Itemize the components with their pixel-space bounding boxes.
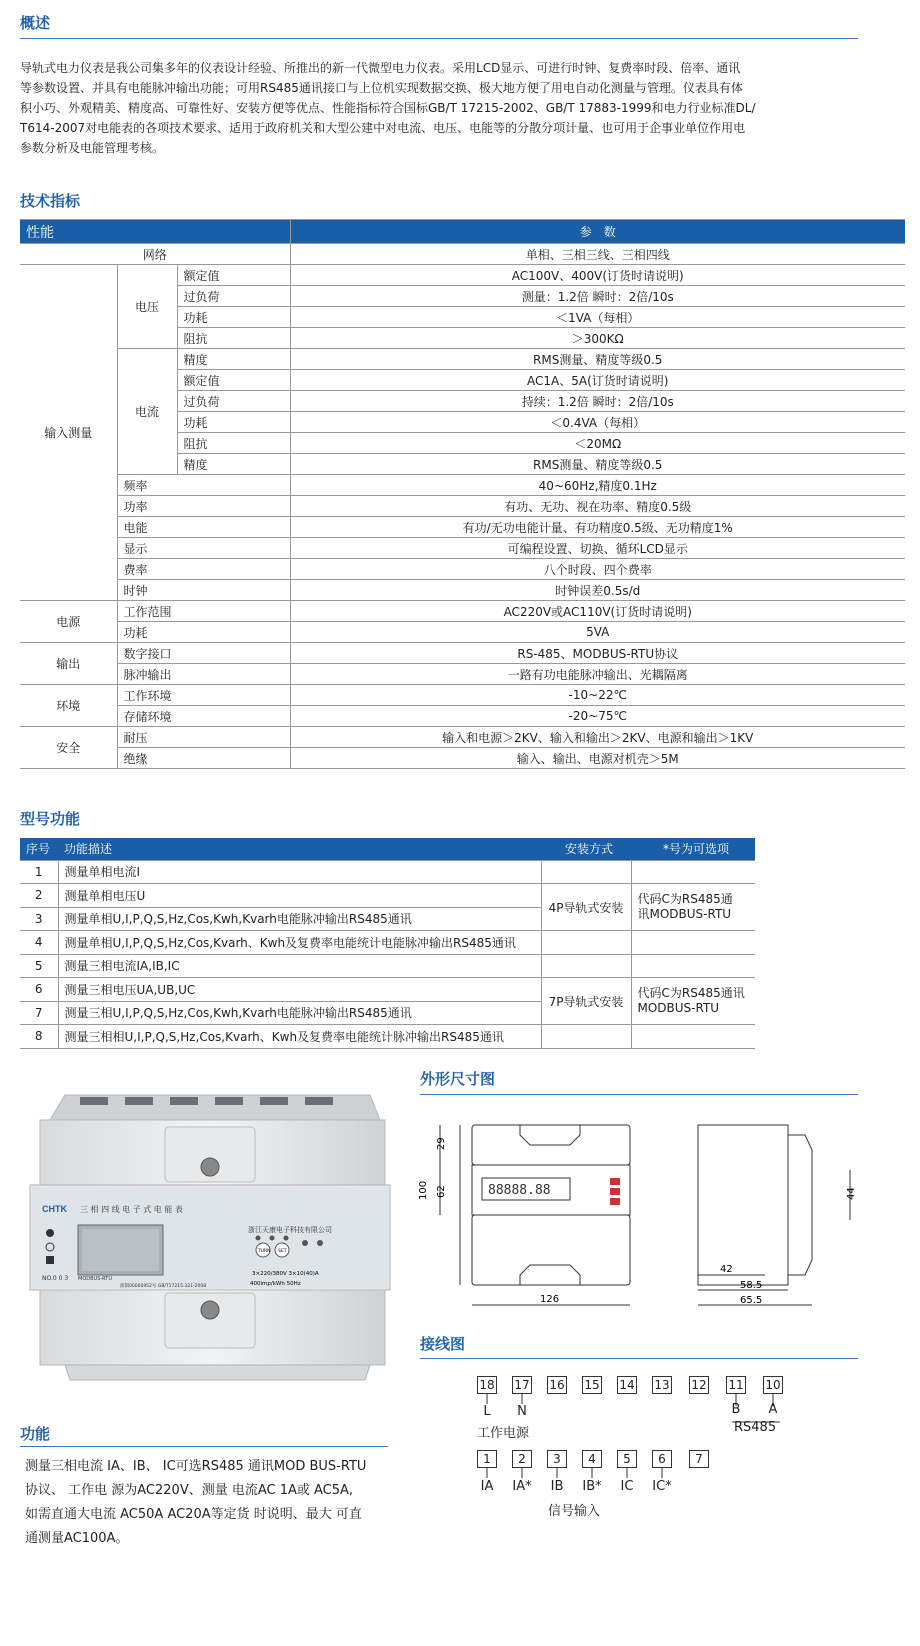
model-desc: 测量单相U,I,P,Q,S,Hz,Cos,Kwh,Kvarh电能脉冲输出RS485通讯	[58, 907, 541, 931]
spec-value: RMS测量、精度等级0.5	[290, 349, 905, 370]
spec-key: 精度	[177, 349, 290, 370]
wiring-ib: IB	[550, 1479, 564, 1494]
option-line: 代码C为RS485通讯	[637, 986, 745, 1000]
terminal-13: 13	[652, 1376, 672, 1394]
overview-line: T614-2007对电能表的各项技术要求、适用于政府机关和大型公建中对电流、电压、电能等的分散分项计量、也可用于企事业单位作用电	[20, 121, 746, 135]
model-no: 3	[20, 907, 58, 931]
function-line: 协议、 工作电 源为AC220V、测量 电流AC 1A或 AC5A,	[25, 1483, 354, 1498]
dim-42: 42	[720, 1264, 733, 1275]
meter-const: 400imp/kWh 50Hz	[250, 1281, 301, 1287]
spec-value: ＜0.4VA（每相）	[290, 412, 905, 433]
meter-no: NO.0 0 3	[42, 1275, 69, 1282]
meter-company: 浙江天康电子科技有限公司	[248, 1226, 332, 1234]
spec-key: 阻抗	[177, 433, 290, 454]
spec-key: 频率	[117, 475, 290, 496]
spec-value: AC220V或AC110V(订货时请说明)	[290, 601, 905, 622]
spec-key: 精度	[177, 454, 290, 475]
specs-title: 技术指标	[20, 192, 81, 210]
spec-value: 持续：1.2倍 瞬时：2倍/10s	[290, 391, 905, 412]
spec-value: ＞300KΩ	[290, 328, 905, 349]
model-mount-4p: 4P导轨式安装	[541, 884, 631, 931]
spec-value: 一路有功电能脉冲输出、光耦隔离	[290, 664, 905, 685]
dim-29: 29	[436, 1137, 447, 1150]
meter-rating: 3×220/380V 3×10(40)A	[252, 1271, 319, 1277]
model-option-empty	[631, 860, 755, 884]
meter-modbus: MODBUS-RTU	[78, 1276, 112, 1282]
terminal-18: 18	[477, 1376, 497, 1394]
spec-key: 功耗	[177, 412, 290, 433]
spec-value: 有功/无功电能计量、有功精度0.5级、无功精度1%	[290, 517, 905, 538]
spec-key: 费率	[117, 559, 290, 580]
model-desc: 测量三相相U,I,P,Q,S,Hz,Cos,Kvarh、Kwh及复费率电能统计脉冲输出RS485通讯	[58, 1025, 541, 1049]
model-option-a	[631, 884, 755, 931]
spec-group-label: 安全	[20, 727, 117, 769]
model-option-b	[631, 978, 755, 1025]
spec-network-value: 单相、三相三线、三相四线	[290, 244, 905, 265]
dim-44: 44	[846, 1187, 857, 1200]
model-desc: 测量单相电压U	[58, 884, 541, 908]
spec-key: 额定值	[177, 265, 290, 286]
function-line: 测量三相电流 IA、IB、 IC可选RS485 通讯MOD BUS-RTU	[25, 1459, 367, 1474]
function-text	[25, 1455, 385, 1551]
model-option-empty	[631, 931, 755, 955]
terminal-4: 4	[582, 1450, 602, 1468]
spec-group-label: 输出	[20, 643, 117, 685]
spec-current-label: 电流	[117, 349, 177, 475]
spec-header-param: 参 数	[290, 220, 905, 244]
option-line: 代码C为RS485通	[637, 892, 733, 906]
models-header-mount: 安装方式	[541, 838, 631, 860]
spec-key: 脉冲输出	[117, 664, 290, 685]
spec-value: ＜20MΩ	[290, 433, 905, 454]
models-table	[20, 838, 755, 1049]
model-mount-empty	[541, 1025, 631, 1049]
overview-divider	[20, 38, 858, 39]
model-no: 1	[20, 860, 58, 884]
overview-line: 等参数设置、并具有电能脉冲输出功能；可用RS485通讯接口与上位机实现数据交换、极大地方便了用电自动化测量与管理。仪表具有体	[20, 81, 743, 95]
model-mount-empty	[541, 954, 631, 978]
dim-100: 100	[418, 1180, 429, 1200]
model-desc: 测量单相电流I	[58, 860, 541, 884]
model-desc: 测量三相电压UA,UB,UC	[58, 978, 541, 1002]
meter-btn-set: SET	[278, 1249, 287, 1254]
spec-header-perf: 性能	[20, 220, 290, 244]
dims-title: 外形尺寸图	[420, 1070, 496, 1088]
terminal-6: 6	[652, 1450, 672, 1468]
spec-key: 工作范围	[117, 601, 290, 622]
model-desc: 测量单相U,I,P,Q,S,Hz,Cos,Kvarh、Kwh及复费率电能统计电能脉冲输出RS485通讯	[58, 931, 541, 955]
model-no: 4	[20, 931, 58, 955]
spec-value: 可编程设置、切换、循环LCD显示	[290, 538, 905, 559]
terminal-12: 12	[689, 1376, 709, 1394]
wiring-n: N	[517, 1404, 527, 1419]
model-no: 6	[20, 978, 58, 1002]
terminal-11: 11	[726, 1376, 746, 1394]
spec-value: RS-485、MODBUS-RTU协议	[290, 643, 905, 664]
spec-key: 存储环境	[117, 706, 290, 727]
spec-value: 输入、输出、电源对机壳＞5M	[290, 748, 905, 769]
spec-value: 输入和电源＞2KV、输入和输出＞2KV、电源和输出＞1KV	[290, 727, 905, 748]
terminal-16: 16	[547, 1376, 567, 1394]
meter-btn-turn: TURN	[258, 1249, 271, 1254]
spec-value: -20~75℃	[290, 706, 905, 727]
models-header-no: 序号	[20, 838, 58, 860]
wiring-a: A	[768, 1402, 778, 1417]
spec-key: 过负荷	[177, 391, 290, 412]
wiring-signal: 信号输入	[548, 1504, 601, 1519]
spec-value: 时钟误差0.5s/d	[290, 580, 905, 601]
wiring-ia: IA	[480, 1479, 494, 1494]
spec-value: -10~22℃	[290, 685, 905, 706]
spec-group-label: 环境	[20, 685, 117, 727]
model-no: 2	[20, 884, 58, 908]
option-line: MODBUS-RTU	[637, 1001, 720, 1015]
spec-network-label: 网络	[20, 244, 290, 265]
terminal-1: 1	[477, 1450, 497, 1468]
spec-table	[20, 219, 905, 769]
models-header-option: *号为可选项	[631, 838, 755, 860]
function-divider	[20, 1446, 388, 1447]
overview-line: 积小巧、外观精美、精度高、可靠性好、安装方便等优点、性能指标符合国标GB/T 17215-2002、GB/T 17883-1999和电力行业标准DL/	[20, 101, 756, 115]
wiring-ia-star: IA*	[512, 1479, 532, 1494]
model-mount-7p: 7P导轨式安装	[541, 978, 631, 1025]
wiring-ib-star: IB*	[582, 1479, 602, 1494]
spec-key: 时钟	[117, 580, 290, 601]
spec-value: AC1A、5A(订货时请说明)	[290, 370, 905, 391]
terminal-17: 17	[512, 1376, 532, 1394]
model-mount-empty	[541, 931, 631, 955]
overview-line: 参数分析及电能管理考核。	[20, 141, 165, 155]
model-no: 5	[20, 954, 58, 978]
model-desc: 测量三相电流IA,IB,IC	[58, 954, 541, 978]
spec-value: ＜1VA（每相）	[290, 307, 905, 328]
wiring-rs485: RS485	[734, 1420, 777, 1435]
wiring-divider	[420, 1358, 858, 1359]
model-no: 8	[20, 1025, 58, 1049]
spec-group-label: 电源	[20, 601, 117, 643]
meter-cert: 浙制00000952号 GB/T17215.321-2008	[120, 1284, 207, 1289]
dims-lcd: 88888.88	[488, 1183, 551, 1198]
option-line: 讯MODBUS-RTU	[637, 907, 732, 921]
terminal-14: 14	[617, 1376, 637, 1394]
spec-value: 40~60Hz,精度0.1Hz	[290, 475, 905, 496]
dimension-drawing	[420, 1110, 870, 1325]
meter-name: 三 相 四 线 电 子 式 电 能 表	[80, 1205, 183, 1214]
wiring-ic-star: IC*	[652, 1479, 672, 1494]
models-title: 型号功能	[20, 810, 81, 828]
dims-divider	[420, 1094, 858, 1095]
spec-value: 5VA	[290, 622, 905, 643]
wiring-b: B	[731, 1402, 741, 1417]
dim-655: 65.5	[740, 1295, 763, 1306]
function-line: 如需直通大电流 AC50A AC20A等定货 时说明、最大 可直	[25, 1507, 362, 1522]
meter-brand: CHTK	[42, 1204, 67, 1214]
spec-key: 阻抗	[177, 328, 290, 349]
terminal-15: 15	[582, 1376, 602, 1394]
model-option-empty	[631, 954, 755, 978]
terminal-2: 2	[512, 1450, 532, 1468]
overview-line: 导轨式电力仪表是我公司集多年的仪表设计经验、所推出的新一代微型电力仪表。采用LCD显示、可进行时钟、复费率时段、倍率、通讯	[20, 61, 741, 75]
model-no: 7	[20, 1001, 58, 1025]
spec-input-label: 输入测量	[20, 265, 117, 601]
model-option-empty	[631, 1025, 755, 1049]
spec-value: 测量：1.2倍 瞬时：2倍/10s	[290, 286, 905, 307]
spec-key: 额定值	[177, 370, 290, 391]
spec-key: 功耗	[177, 307, 290, 328]
spec-value: AC100V、400V(订货时请说明)	[290, 265, 905, 286]
wiring-l: L	[483, 1404, 491, 1419]
spec-key: 过负荷	[177, 286, 290, 307]
spec-key: 数字接口	[117, 643, 290, 664]
spec-value: 有功、无功、视在功率、精度0.5级	[290, 496, 905, 517]
terminal-5: 5	[617, 1450, 637, 1468]
meter-photo	[20, 1075, 395, 1405]
spec-voltage-label: 电压	[117, 265, 177, 349]
spec-key: 工作环境	[117, 685, 290, 706]
spec-key: 显示	[117, 538, 290, 559]
dim-62: 62	[436, 1185, 447, 1198]
terminal-10: 10	[763, 1376, 783, 1394]
dim-126: 126	[540, 1294, 560, 1305]
function-title: 功能	[20, 1425, 51, 1443]
spec-key: 电能	[117, 517, 290, 538]
terminal-7: 7	[689, 1450, 709, 1468]
overview-title: 概述	[20, 14, 51, 32]
spec-key: 功率	[117, 496, 290, 517]
function-line: 通测量AC100A。	[25, 1531, 129, 1546]
spec-value: 八个时段、四个费率	[290, 559, 905, 580]
models-header-desc: 功能描述	[58, 838, 541, 860]
model-mount-empty	[541, 860, 631, 884]
dim-585: 58.5	[740, 1280, 763, 1291]
model-desc: 测量三相U,I,P,Q,S,Hz,Cos,Kwh,Kvarh电能脉冲输出RS485通讯	[58, 1001, 541, 1025]
overview-text	[20, 58, 900, 158]
terminal-3: 3	[547, 1450, 567, 1468]
wiring-power: 工作电源	[477, 1426, 530, 1441]
spec-key: 耐压	[117, 727, 290, 748]
wiring-title: 接线图	[420, 1335, 466, 1353]
spec-key: 功耗	[117, 622, 290, 643]
wiring-ic: IC	[620, 1479, 634, 1494]
spec-key: 绝缘	[117, 748, 290, 769]
spec-value: RMS测量、精度等级0.5	[290, 454, 905, 475]
